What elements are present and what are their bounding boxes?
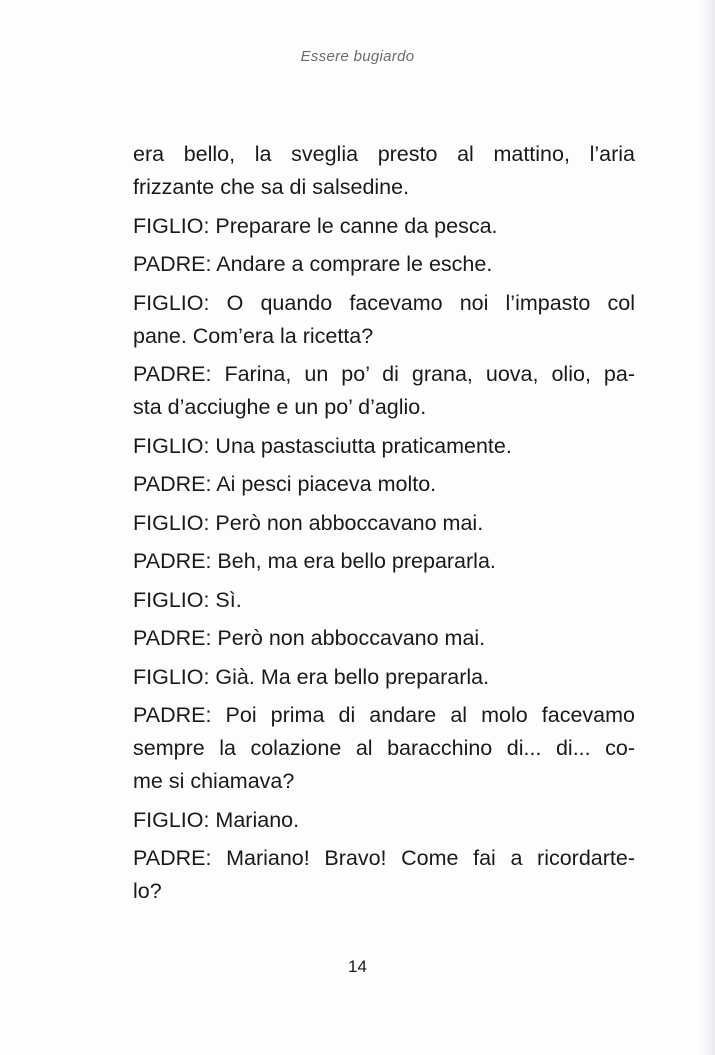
text-line: sta d’acciughe e un po’ d’aglio. xyxy=(133,395,427,419)
text-line: FIGLIO: O quando facevamo noi l’impasto col xyxy=(133,290,635,315)
text-line: me si chiamava? xyxy=(133,769,295,793)
dialogue-line xyxy=(133,430,635,463)
dialogue-line xyxy=(133,507,635,540)
dialogue-line xyxy=(133,210,635,243)
dialogue-line xyxy=(133,661,635,694)
text-line: PADRE: Ai pesci piaceva molto. xyxy=(133,472,437,496)
text-line: FIGLIO: Una pastasciutta praticamente. xyxy=(133,433,512,458)
dialogue-line xyxy=(133,584,635,617)
text-line: PADRE: Però non abboccavano mai. xyxy=(133,626,486,650)
text-line: PADRE: Beh, ma era bello prepararla. xyxy=(133,549,496,573)
dialogue-line xyxy=(133,287,635,353)
text-line: FIGLIO: Già. Ma era bello prepararla. xyxy=(133,664,490,689)
text-line: pane. Com’era la ricetta? xyxy=(133,323,374,348)
dialogue-line xyxy=(133,468,635,501)
running-header: Essere bugiardo xyxy=(300,48,415,65)
dialogue-line xyxy=(133,358,635,424)
page-edge-shadow xyxy=(701,0,715,1055)
paragraph xyxy=(133,138,635,204)
dialogue-line xyxy=(133,622,635,655)
text-line: era bello, la sveglia presto al mattino, l’aria xyxy=(133,142,635,166)
text-line: FIGLIO: Mariano. xyxy=(133,807,300,832)
text-line: PADRE: Andare a comprare le esche. xyxy=(133,252,493,276)
text-line: PADRE: Mariano! Bravo! Come fai a ricordarte- xyxy=(133,846,635,870)
dialogue-line xyxy=(133,699,635,798)
dialogue-line xyxy=(133,842,635,908)
text-line: sempre la colazione al baracchino di... di... co- xyxy=(133,736,635,760)
page-number: 14 xyxy=(348,957,367,976)
dialogue-line xyxy=(133,804,635,837)
text-line: FIGLIO: Però non abboccavano mai. xyxy=(133,510,484,535)
text-line: PADRE: Farina, un po’ di grana, uova, olio, pa- xyxy=(133,362,635,386)
dialogue-line xyxy=(133,248,635,281)
text-line: frizzante che sa di salsedine. xyxy=(133,175,410,199)
text-line: PADRE: Poi prima di andare al molo facevamo xyxy=(133,703,635,727)
body-text xyxy=(133,138,635,914)
text-line: FIGLIO: Preparare le canne da pesca. xyxy=(133,213,498,238)
text-line: FIGLIO: Sì. xyxy=(133,587,242,612)
text-line: lo? xyxy=(133,879,162,903)
dialogue-line xyxy=(133,545,635,578)
